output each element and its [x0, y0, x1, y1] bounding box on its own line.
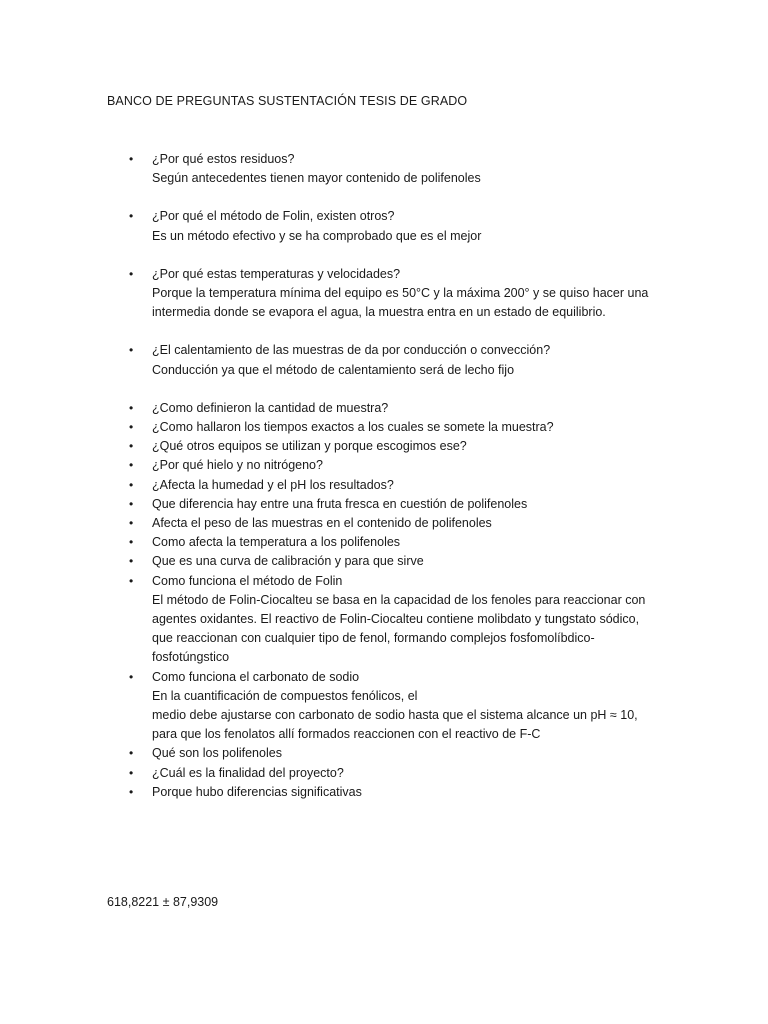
- question-text: Como funciona el método de Folin: [152, 573, 343, 588]
- bullet-icon: •: [129, 266, 134, 281]
- bullet-icon: •: [129, 477, 134, 492]
- list-item: [107, 764, 687, 783]
- question-text: ¿Como hallaron los tiempos exactos a los cuales se somete la muestra?: [152, 420, 554, 435]
- answer-text: agentes oxidantes. El reactivo de Folin-Ciocalteu contiene molibdato y tungstato sódico,: [152, 612, 640, 627]
- bullet-icon: •: [129, 152, 134, 166]
- list-item: [107, 399, 687, 418]
- answer-text: para que los fenolatos allí formados reaccionen con el reactivo de F-C: [152, 727, 541, 742]
- bullet-icon: •: [129, 496, 134, 511]
- question-text: ¿Cuál es la finalidad del proyecto?: [152, 765, 344, 780]
- list-item: [107, 783, 687, 802]
- bullet-icon: •: [129, 209, 134, 224]
- bullet-icon: •: [129, 439, 134, 454]
- list-item: [107, 207, 687, 245]
- question-text: Porque hubo diferencias significativas: [152, 784, 362, 799]
- question-text: Qué son los polifenoles: [152, 746, 282, 761]
- list-item: [107, 533, 687, 552]
- list-item: [107, 668, 687, 745]
- question-text: Que diferencia hay entre una fruta fresca en cuestión de polifenoles: [152, 496, 528, 511]
- list-item: [107, 265, 687, 323]
- bullet-icon: •: [129, 458, 134, 473]
- answer-text: que reaccionan con cualquier tipo de fenol, formando complejos fosfomolíbdico-: [152, 631, 595, 646]
- question-text: Que es una curva de calibración y para que sirve: [152, 554, 424, 569]
- bullet-icon: •: [129, 400, 134, 415]
- list-item: [107, 341, 687, 379]
- list-item: [107, 495, 687, 514]
- result-value: 618,8221 ± 87,9309: [107, 895, 219, 909]
- list-item: [107, 418, 687, 437]
- list-item: [107, 476, 687, 495]
- question-text: ¿Como definieron la cantidad de muestra?: [152, 400, 389, 415]
- list-item: [107, 572, 687, 668]
- bullet-icon: •: [129, 516, 134, 531]
- bullet-icon: •: [129, 420, 134, 435]
- question-text: ¿Afecta la humedad y el pH los resultados?: [152, 477, 394, 492]
- question-text: ¿Qué otros equipos se utilizan y porque escogimos ese?: [152, 439, 467, 454]
- question-text: ¿El calentamiento de las muestras de da por conducción o convección?: [152, 343, 551, 358]
- answer-text: fosfotúngstico: [152, 650, 230, 665]
- question-text: ¿Por qué estas temperaturas y velocidades?: [152, 266, 401, 281]
- answer-text: medio debe ajustarse con carbonato de sodio hasta que el sistema alcance un pH ≈ 10,: [152, 708, 638, 723]
- list-item: [107, 456, 687, 475]
- bullet-icon: •: [129, 765, 134, 780]
- list-item: [107, 552, 687, 571]
- question-text: Como funciona el carbonato de sodio: [152, 669, 360, 684]
- bullet-icon: •: [129, 535, 134, 550]
- answer-text: Porque la temperatura mínima del equipo es 50°C y la máxima 200° y se quiso hacer una: [152, 286, 649, 301]
- question-list: [107, 150, 687, 802]
- question-text: Como afecta la temperatura a los polifenoles: [152, 535, 401, 550]
- bullet-icon: •: [129, 573, 134, 588]
- question-text: Afecta el peso de las muestras en el contenido de polifenoles: [152, 516, 492, 531]
- bullet-icon: •: [129, 669, 134, 684]
- answer-text: Es un método efectivo y se ha comprobado que es el mejor: [152, 228, 482, 243]
- list-item: [107, 150, 687, 188]
- answer-text: intermedia donde se evapora el agua, la muestra entra en un estado de equilibrio.: [152, 305, 606, 320]
- answer-text: Según antecedentes tienen mayor contenido de polifenoles: [152, 171, 481, 186]
- bullet-icon: •: [129, 343, 134, 358]
- question-text: ¿Por qué el método de Folin, existen otros?: [152, 209, 395, 224]
- bullet-icon: •: [129, 784, 134, 799]
- list-item: [107, 437, 687, 456]
- question-text: ¿Por qué hielo y no nitrógeno?: [152, 458, 323, 473]
- answer-text: El método de Folin-Ciocalteu se basa en la capacidad de los fenoles para reaccionar con: [152, 592, 646, 607]
- list-item: [107, 744, 687, 763]
- bullet-icon: •: [129, 554, 134, 569]
- document-title: BANCO DE PREGUNTAS SUSTENTACIÓN TESIS DE GRADO: [107, 94, 468, 108]
- question-text: ¿Por qué estos residuos?: [152, 152, 295, 166]
- answer-text: Conducción ya que el método de calentamiento será de lecho fijo: [152, 362, 515, 377]
- list-item: [107, 514, 687, 533]
- answer-text: En la cuantificación de compuestos fenólicos, el: [152, 688, 418, 703]
- bullet-icon: •: [129, 746, 134, 761]
